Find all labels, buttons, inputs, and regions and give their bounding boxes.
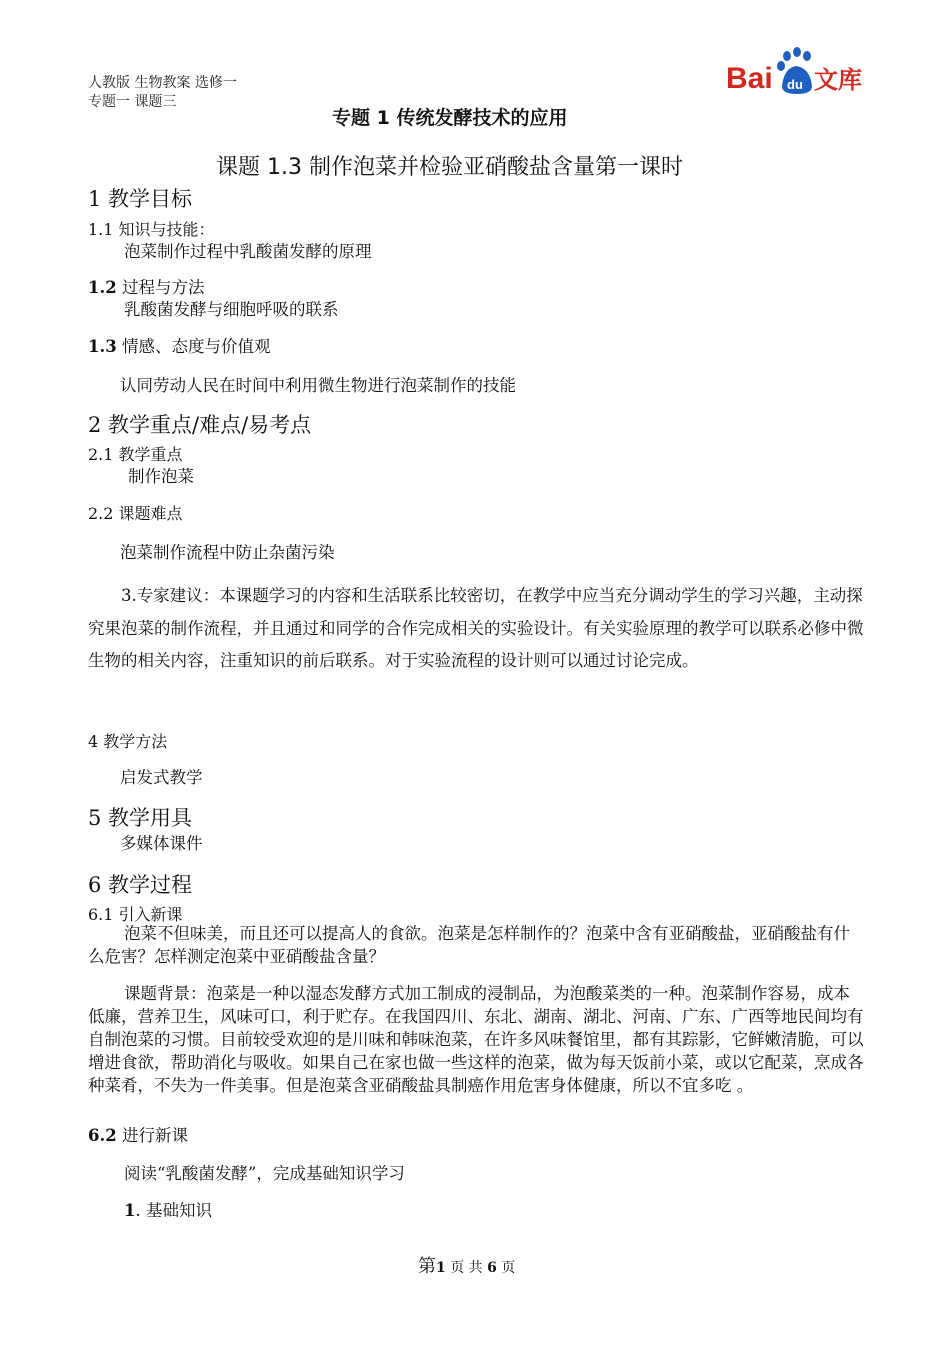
logo-bai-text: Bai [726, 62, 773, 95]
section-5-text: 多媒体课件 [120, 834, 203, 853]
section-1-2-text: 乳酸菌发酵与细胞呼吸的联系 [124, 300, 339, 319]
section-1-1-text: 泡菜制作过程中乳酸菌发酵的原理 [124, 242, 372, 261]
section-1-2-heading: 1.2 过程与方法 [88, 278, 205, 297]
section-5-heading: 5 教学用具 [88, 806, 193, 830]
section-6-2-text: 阅读“乳酸菌发酵”，完成基础知识学习 [124, 1164, 405, 1183]
section-6-2-item: 1. 基础知识 [124, 1201, 212, 1220]
section-1-1-heading: 1.1 知识与技能： [88, 220, 215, 239]
header-line-1: 人教版 生物教案 选修一 [88, 75, 237, 91]
baidu-wenku-logo [724, 46, 866, 96]
page-footer: 第1 页 共 6 页 [418, 1256, 516, 1277]
section-2-1-heading: 2.1 教学重点 [88, 445, 183, 464]
header-line-2: 专题一 课题三 [88, 94, 177, 110]
section-3-paragraph: 3.专家建议：本课题学习的内容和生活联系比较密切，在教学中应当充分调动学生的学习兴趣，主动探究果泡菜的制作流程，并且通过和同学的合作完成相关的实验设计。有关实验原理的教学可以联系必修中微生物的相关内容，注重知识的前后联系。对于实验流程的设计则可以通过讨论完成。 [88, 586, 864, 670]
section-1-heading: 1 教学目标 [88, 187, 193, 211]
logo-wenku-text: 文库 [814, 66, 862, 94]
section-2-heading: 2 教学重点/难点/易考点 [88, 413, 312, 437]
main-title: 专题 1 传统发酵技术的应用 [332, 107, 568, 129]
section-6-1-background: 课题背景：泡菜是一种以湿态发酵方式加工制成的浸制品，为泡酸菜类的一种。泡菜制作容易，成本低廉，营养卫生，风味可口，利于贮存。在我国四川、东北、湖南、湖北、河南、广东、广西等地民间均有自制泡菜的习惯。目前较受欢迎的是川味和韩味泡菜，在许多风味餐馆里，都有其踪影，它鲜嫩清脆，可以增进食欲，帮助消化与吸收。如果自己在家也做一些这样的泡菜，做为每天饭前小菜，或以它配菜，烹成各种菜肴，不失为一件美事。但是泡菜含亚硝酸盐具制癌作用危害身体健康，所以不宜多吃 。 [88, 984, 864, 1095]
logo-du-text: du [787, 77, 803, 92]
section-1-3-text: 认同劳动人民在时间中利用微生物进行泡菜制作的技能 [120, 376, 516, 395]
section-1-3-heading: 1.3 情感、态度与价值观 [88, 337, 271, 356]
section-4-text: 启发式教学 [120, 768, 203, 787]
section-6-heading: 6 教学过程 [88, 873, 193, 897]
section-4-heading: 4 教学方法 [88, 732, 168, 751]
section-6-1-heading: 6.1 引入新课 [88, 905, 183, 924]
section-2-1-text: 制作泡菜 [128, 467, 194, 486]
section-2-2-text: 泡菜制作流程中防止杂菌污染 [120, 543, 335, 562]
section-6-1-text: 泡菜不但味美，而且还可以提高人的食欲。泡菜是怎样制作的？泡菜中含有亚硝酸盐，亚硝酸盐有什么危害？怎样测定泡菜中亚硝酸盐含量？ [88, 924, 850, 966]
section-2-2-heading: 2.2 课题难点 [88, 504, 183, 523]
lesson-title: 课题 1.3 制作泡菜并检验亚硝酸盐含量第一课时 [216, 155, 683, 180]
section-6-2-heading: 6.2 进行新课 [88, 1126, 188, 1145]
